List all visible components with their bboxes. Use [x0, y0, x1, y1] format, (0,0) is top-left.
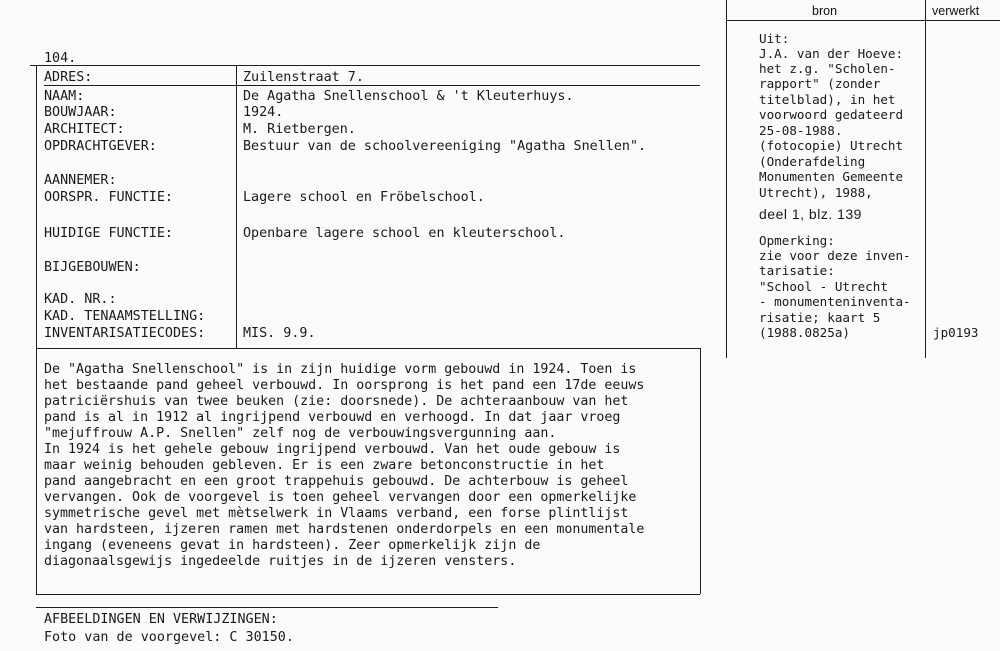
field-label-bijgebouwen: BIJGEBOUWEN:: [44, 260, 141, 275]
description-line: diagonaalsgewijs ingedeelde ruitjes in de ijzeren vensters.: [44, 554, 517, 569]
field-label-oorspr-functie: OORSPR. FUNCTIE:: [44, 190, 173, 205]
verwerkt-column-left-border: [925, 0, 926, 358]
remark-line: tarisatie:: [759, 263, 835, 278]
verwerkt-header: verwerkt: [932, 4, 980, 18]
field-label-huidige-functie: HUIDIGE FUNCTIE:: [44, 226, 173, 241]
description-line: pand is al in 1912 al ingrijpend verbouwd en verhoogd. In dat jaar vroeg: [44, 410, 621, 425]
fields-bottom-rule: [36, 348, 700, 349]
remark-line: risatie; kaart 5: [759, 310, 881, 325]
field-value-inventarisatiecodes: MIS. 9.9.: [243, 326, 316, 341]
source-line: rapport" (zonder: [759, 76, 881, 91]
field-label-naam: NAAM:: [44, 89, 85, 104]
description-line: het bestaande pand geheel verbouwd. In oorsprong is het pand een 17de eeuws: [44, 378, 645, 393]
description-line: ingang (eveneens gevat in hardsteen). Zeer opmerkelijk zijn de: [44, 538, 541, 553]
source-line: het z.g. "Scholen-: [759, 61, 896, 76]
source-line: Uit:: [759, 31, 790, 46]
images-heading-rule: [36, 607, 498, 608]
source-volume-page: deel 1, blz. 139: [759, 206, 862, 222]
field-value-oorspr-functie: Lagere school en Fröbelschool.: [243, 190, 485, 205]
description-line: De "Agatha Snellenschool" is in zijn huidige vorm gebouwd in 1924. Toen is: [44, 362, 637, 377]
field-label-bouwjaar: BOUWJAAR:: [44, 105, 117, 120]
remark-line: Opmerking:: [759, 233, 835, 248]
description-line: maar weinig behouden gebleven. Er is een zware betonconstructie in het: [44, 458, 605, 473]
images-line: Foto van de voorgevel: C 30150.: [44, 630, 294, 645]
remark-line: "School - Utrecht: [759, 279, 888, 294]
description-line: "mejuffrouw A.P. Snellen" zelf nog de verbouwingsvergunning aan.: [44, 426, 557, 441]
processed-code: jp0193: [933, 325, 979, 340]
bron-column-left-border: [726, 0, 727, 358]
field-label-kad-tenaamstelling: KAD. TENAAMSTELLING:: [44, 309, 206, 324]
description-line: In 1924 is het gehele gebouw ingrijpend verbouwd. Van het oude gebouw is: [44, 442, 621, 457]
field-value-opdrachtgever: Bestuur van de schoolvereeniging "Agatha Snellen".: [243, 139, 647, 154]
images-heading: AFBEELDINGEN EN VERWIJZINGEN:: [44, 612, 278, 627]
label-column-divider: [236, 66, 237, 348]
field-label-architect: ARCHITECT:: [44, 122, 125, 137]
source-line: titelblad), in het: [759, 92, 896, 107]
source-line: (Onderafdeling: [759, 154, 866, 169]
remark-line: zie voor deze inven-: [759, 248, 911, 263]
field-label-kad-nr: KAD. NR.:: [44, 292, 117, 307]
field-label-opdrachtgever: OPDRACHTGEVER:: [44, 139, 157, 154]
field-value-bouwjaar: 1924.: [243, 105, 284, 120]
remark-line: (1988.0825a): [759, 325, 850, 340]
source-line: (fotocopie) Utrecht: [759, 138, 904, 153]
record-top-rule: [30, 65, 700, 66]
field-value-adres: Zuilenstraat 7.: [243, 70, 364, 85]
record-number: 104.: [44, 51, 77, 66]
field-label-inventarisatiecodes: INVENTARISATIECODES:: [44, 326, 206, 341]
adres-underline: [44, 85, 700, 86]
description-line: vervangen. Ook de voorgevel is toen geheel vervangen door een opmerkelijke: [44, 490, 637, 505]
top-rule-right: [726, 20, 1000, 21]
field-value-naam: De Agatha Snellenschool & 't Kleuterhuys.: [243, 89, 574, 104]
field-value-huidige-functie: Openbare lagere school en kleuterschool.: [243, 226, 566, 241]
source-line: Utrecht), 1988,: [759, 185, 873, 200]
description-bottom-rule: [36, 594, 700, 595]
source-line: Monumenten Gemeente: [759, 169, 904, 184]
source-line: 25-08-1988.: [759, 123, 843, 138]
description-line: pand aangebracht en een groot trappehuis gebouwd. De achterbouw is geheel: [44, 474, 629, 489]
description-line: van hardsteen, ijzeren ramen met hardstenen onderdorpels en een monumentale: [44, 522, 645, 537]
field-label-adres: ADRES:: [44, 70, 93, 85]
left-margin-rule: [36, 66, 37, 594]
field-value-architect: M. Rietbergen.: [243, 122, 356, 137]
bron-header: bron: [812, 4, 838, 18]
remark-line: - monumenteninventa-: [759, 294, 911, 309]
field-label-aannemer: AANNEMER:: [44, 173, 117, 188]
source-line: J.A. van der Hoeve:: [759, 46, 904, 61]
description-line: symmetrische gevel met mètselwerk in Vlaams verband, een forse plintlijst: [44, 506, 629, 521]
source-line: voorwoord gedateerd: [759, 107, 904, 122]
description-line: patriciërshuis van twee beuken (zie: doorsnede). De achteraanbouw van het: [44, 394, 629, 409]
